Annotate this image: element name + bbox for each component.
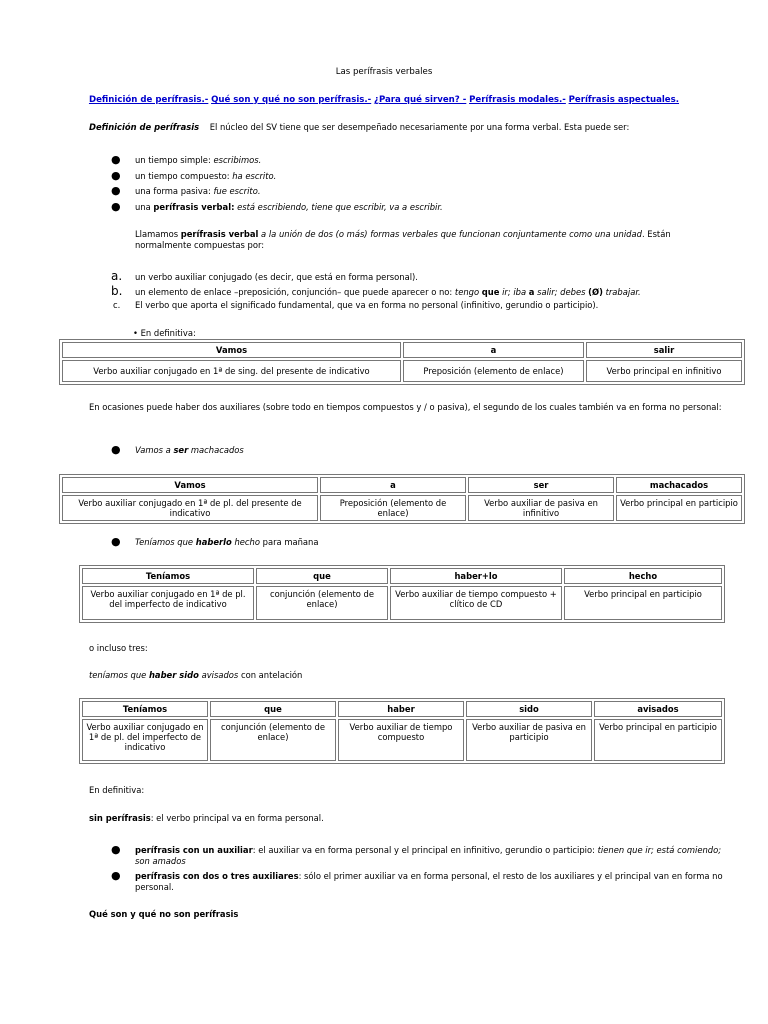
bullet-icon: ●: [111, 869, 121, 882]
table-cell: Verbo auxiliar de pasiva en participio: [466, 719, 592, 761]
table-cell: Verbo auxiliar de pasiva en infinitivo: [468, 495, 614, 521]
table-cell: Preposición (elemento de enlace): [320, 495, 466, 521]
bullet-icon: ●: [111, 184, 121, 197]
bullet-icon: ●: [111, 200, 121, 213]
table-header-cell: haber: [338, 701, 464, 717]
table-header-cell: salir: [586, 342, 742, 358]
table-row: [62, 342, 742, 358]
bullet-icon: ●: [111, 843, 121, 856]
definition-intro: [89, 122, 629, 133]
table-header-cell: haber+lo: [390, 568, 562, 584]
table-header-cell: avisados: [594, 701, 722, 717]
table-cell: Verbo auxiliar conjugado en 1ª de pl. del imperfecto de indicativo: [82, 719, 208, 761]
bullet-icon: ●: [111, 153, 121, 166]
table-header-cell: machacados: [616, 477, 742, 493]
bullet-icon: ●: [111, 535, 121, 548]
table-cell: Verbo auxiliar de tiempo compuesto + clítico de CD: [390, 586, 562, 620]
section-heading-definicion: Definición de perífrasis: [89, 122, 200, 132]
o-incluso-tres: o incluso tres:: [89, 643, 148, 653]
table-row: [82, 586, 722, 620]
table-row: [62, 477, 742, 493]
table-row: [82, 701, 722, 717]
summary-sin-perifrasis: sin perífrasis: el verbo principal va en forma personal.: [89, 813, 324, 823]
table-cell: Verbo auxiliar de tiempo compuesto: [338, 719, 464, 761]
bullet-icon: •: [133, 328, 138, 338]
llamamos-paragraph: Llamamos perífrasis verbal a la unión de dos (o más) formas verbales que funcionan conjuntamente como una unidad. Están normalmente compuestas por:: [135, 229, 671, 250]
section-heading-que-son: Qué son y qué no son perífrasis: [89, 909, 239, 919]
table-header-cell: Vamos: [62, 342, 401, 358]
table-cell: Verbo auxiliar conjugado en 1ª de pl. del imperfecto de indicativo: [82, 586, 254, 620]
definition-intro-text: El núcleo del SV tiene que ser desempeñado necesariamente por una forma verbal. Esta puede ser:: [209, 122, 630, 132]
table-header-cell: que: [256, 568, 388, 584]
table-teniamos-que-haber-sido-avisados: [79, 698, 725, 764]
table-row: [62, 360, 742, 382]
table-row: [62, 495, 742, 521]
table-header-cell: sido: [466, 701, 592, 717]
table-cell: Verbo auxiliar conjugado en 1ª de pl. del presente de indicativo: [62, 495, 318, 521]
table-cell: conjunción (elemento de enlace): [256, 586, 388, 620]
bullet-icon: ●: [111, 169, 121, 182]
table-vamos-a-salir: [59, 339, 745, 385]
table-cell: Preposición (elemento de enlace): [403, 360, 584, 382]
table-header-cell: Vamos: [62, 477, 318, 493]
table-header-cell: Teníamos: [82, 568, 254, 584]
table-cell: Verbo auxiliar conjugado en 1ª de sing. del presente de indicativo: [62, 360, 401, 382]
table-header-cell: hecho: [564, 568, 722, 584]
example-teniamos-que-haber-sido: teníamos que haber sido avisados con antelación: [89, 670, 303, 680]
table-header-cell: que: [210, 701, 336, 717]
bullet-icon: ●: [111, 443, 121, 456]
table-header-cell: a: [403, 342, 584, 358]
table-cell: Verbo principal en participio: [616, 495, 742, 521]
table-cell: conjunción (elemento de enlace): [210, 719, 336, 761]
table-header-cell: Teníamos: [82, 701, 208, 717]
table-teniamos-que-haberlo-hecho: [79, 565, 725, 623]
table-header-cell: a: [320, 477, 466, 493]
table-cell: Verbo principal en participio: [564, 586, 722, 620]
toc-link-que-son[interactable]: Qué son y qué no son perífrasis.-: [211, 95, 372, 105]
toc-link-definicion[interactable]: Definición de perífrasis.-: [88, 95, 209, 105]
table-row: [82, 719, 722, 761]
toc-link-para-que-sirven[interactable]: ¿Para qué sirven? -: [373, 95, 467, 105]
en-definitiva-bullet: • En definitiva:: [133, 328, 196, 338]
table-of-contents: [0, 95, 768, 106]
table-cell: Verbo principal en participio: [594, 719, 722, 761]
table-cell: Verbo principal en infinitivo: [586, 360, 742, 382]
table-vamos-a-ser-machacados: [59, 474, 745, 524]
toc-link-aspectuales[interactable]: Perífrasis aspectuales.: [568, 95, 680, 105]
toc-link-modales[interactable]: Perífrasis modales.-: [469, 95, 566, 105]
table-header-cell: ser: [468, 477, 614, 493]
paragraph-dos-auxiliares: En ocasiones puede haber dos auxiliares (sobre todo en tiempos compuestos y / o pasiva), el segundo de los cuales también va en forma no personal:: [89, 402, 722, 412]
summary-label: En definitiva:: [89, 785, 145, 795]
table-row: [82, 568, 722, 584]
page-title: Las perífrasis verbales: [335, 67, 433, 77]
